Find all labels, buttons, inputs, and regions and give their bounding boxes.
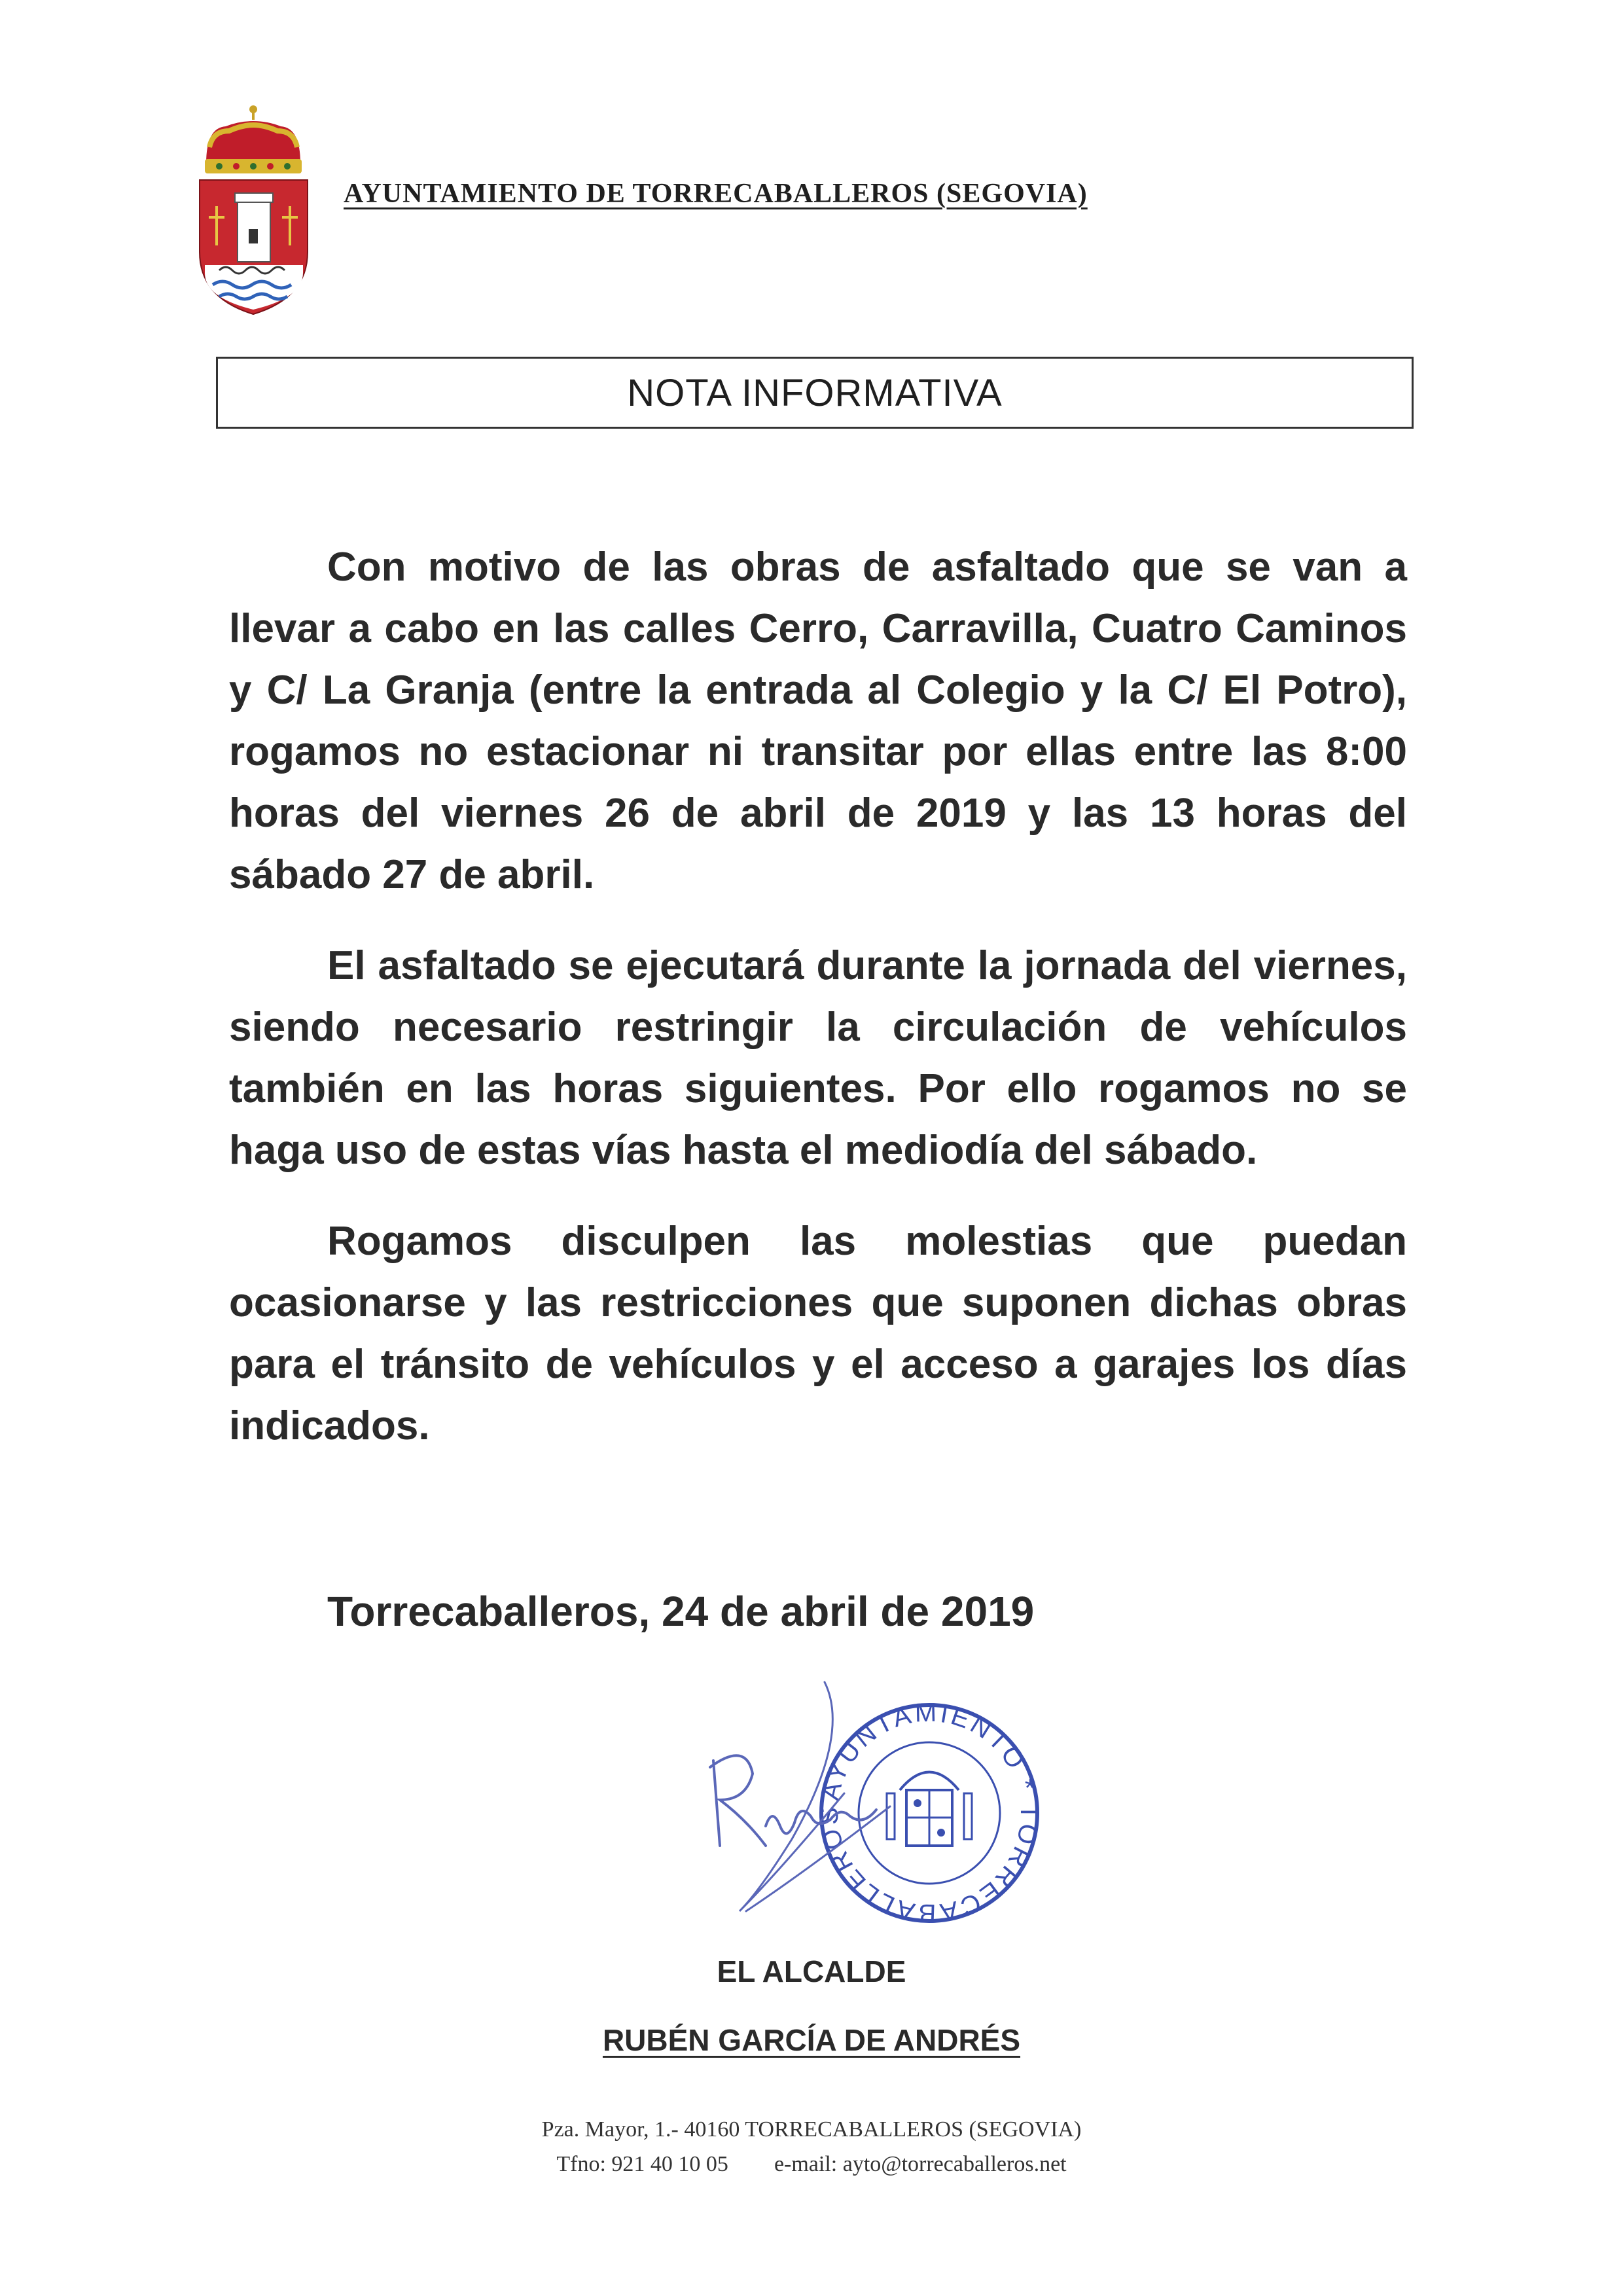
organization-header: AYUNTAMIENTO DE TORRECABALLEROS (SEGOVIA) [344, 179, 1088, 209]
stamp-emblem [887, 1772, 972, 1846]
body-paragraph-1: Con motivo de las obras de asfaltado que se van a llevar a cabo en las calles Cerro, Carravilla, Cuatro Caminos y C/ La Granja (entre la entrada al Colegio y la C/ El Potro), rogamos no estacionar ni transitar por ellas entre las 8:00 horas del viernes 26 de abril de 2019 y las 13 horas del sábado 27 de abril. [229, 545, 1407, 897]
signature-area [674, 1676, 1093, 1937]
footer-contact [0, 2152, 1623, 2177]
official-name: RUBÉN GARCÍA DE ANDRÉS [602, 2023, 1021, 2057]
notice-body [229, 537, 1407, 1486]
document-title: NOTA INFORMATIVA [627, 371, 1003, 414]
footer-phone: Tfno: 921 40 10 05 [556, 2152, 728, 2176]
official-title: EL ALCALDE [717, 1954, 906, 1988]
body-paragraph-3: Rogamos disculpen las molestias que puedan ocasionarse y las restricciones que suponen dichas obras para el tránsito de vehículos y el acceso a garajes los días indicados. [229, 1219, 1407, 1448]
official-stamp [674, 1676, 1044, 1928]
coat-of-arms-logo [193, 101, 314, 317]
date-line: Torrecaballeros, 24 de abril de 2019 [327, 1588, 1035, 1635]
footer-address: Pza. Mayor, 1.- 40160 TORRECABALLEROS (SEGOVIA) [541, 2117, 1082, 2142]
body-paragraph-2: El asfaltado se ejecutará durante la jornada del viernes, siendo necesario restringir la circulación de vehículos también en las horas siguientes. Por ello rogamos no se haga uso de estas vías hasta el mediodía del sábado. [229, 943, 1407, 1173]
title-box [216, 357, 1414, 429]
stamp-text: AYUNTAMIENTO * TORRECABALLEROS [814, 1698, 1044, 1928]
footer-email: e-mail: ayto@torrecaballeros.net [774, 2152, 1067, 2176]
